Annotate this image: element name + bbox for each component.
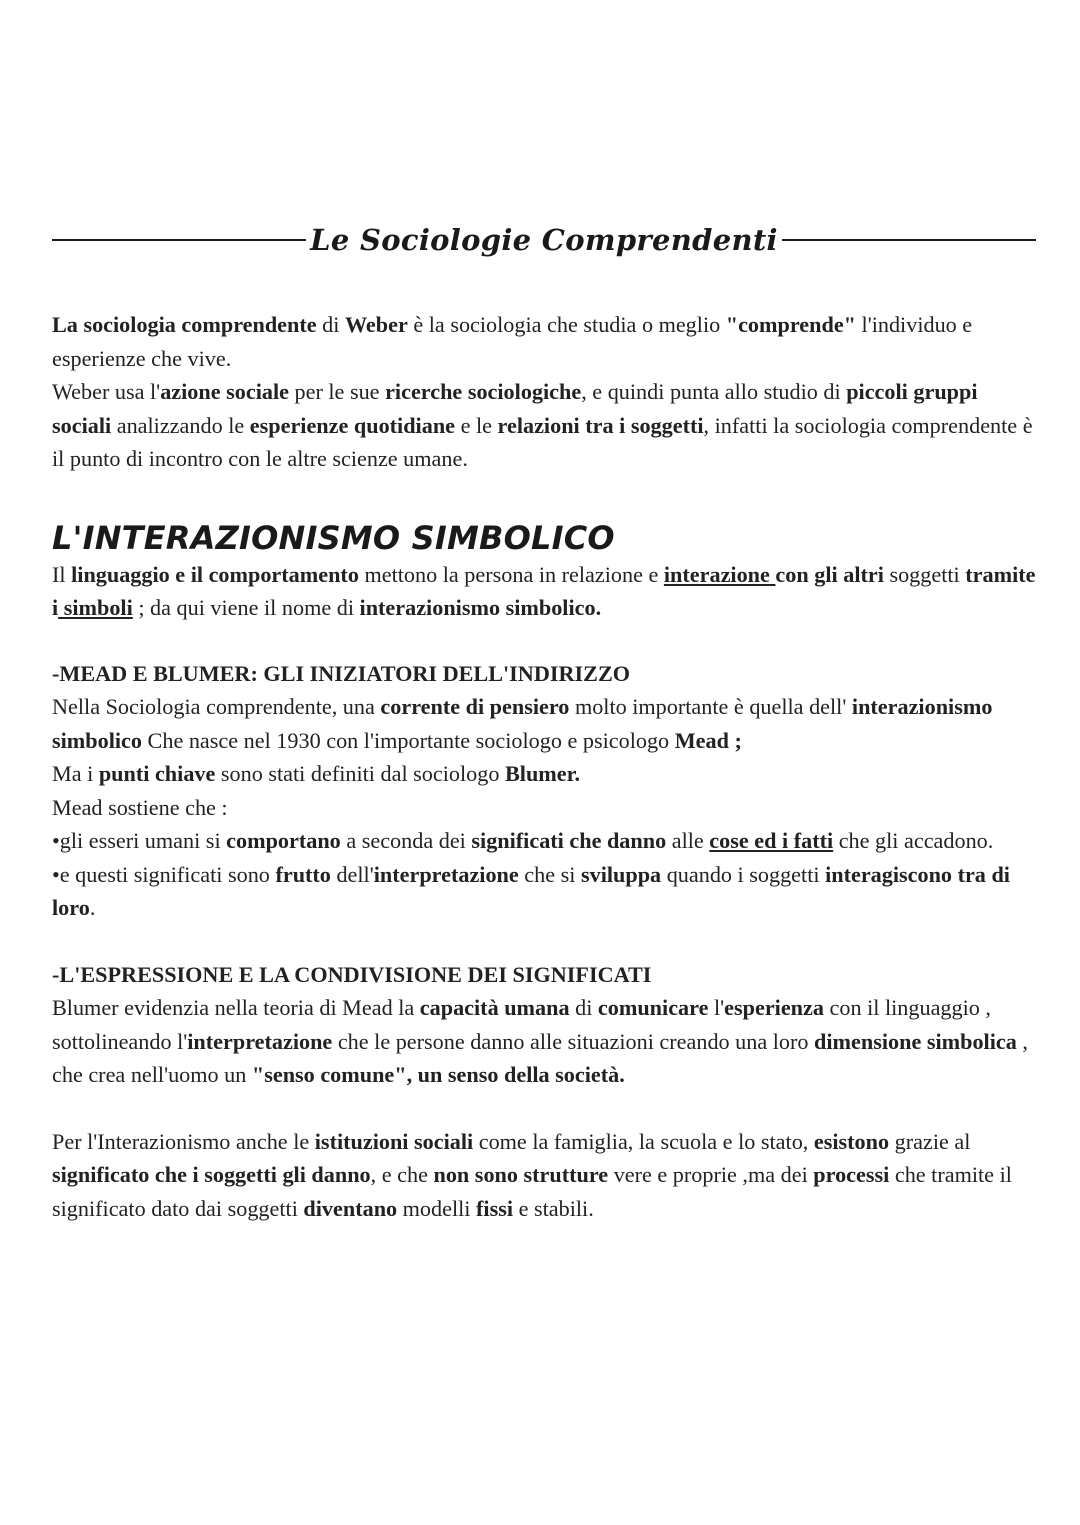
bold-text: interazionismo simbolico <box>52 694 993 753</box>
bold-text: dimensione simbolica <box>814 1028 1017 1054</box>
bold-text: frutto <box>275 861 331 887</box>
text-run: Weber usa l' <box>52 379 161 404</box>
text-run: •e questi significati sono <box>52 861 276 887</box>
bold-text: fissi <box>476 1195 514 1221</box>
bold-text: esistono <box>813 1128 890 1154</box>
espressione-paragraph-2 <box>52 1125 1037 1226</box>
title-rule-right <box>782 239 1036 241</box>
bold-text: punti chiave <box>98 761 216 786</box>
bold-text: esperienze quotidiane <box>249 412 456 438</box>
bold-text: simboli <box>58 595 133 620</box>
bold-text: processi <box>813 1162 890 1187</box>
bold-text: azione sociale <box>160 379 289 404</box>
text-run: e stabili. <box>513 1195 594 1221</box>
text-run: •gli esseri umani si <box>52 828 227 853</box>
text-run: con il linguaggio , sottolineando l' <box>52 995 991 1054</box>
bold-text: relazioni tra i soggetti <box>497 412 704 438</box>
text-run: ; da qui viene il nome di <box>132 595 360 620</box>
bold-text: Blumer. <box>505 761 580 786</box>
bold-text: con gli altri <box>775 561 884 587</box>
text-run: sono stati definiti dal sociologo <box>215 761 505 786</box>
mead-paragraph-3 <box>52 791 1037 825</box>
bold-text: sviluppa <box>580 861 662 887</box>
mead-bullet-2 <box>52 858 1037 925</box>
bold-text: ricerche sociologiche <box>385 379 582 404</box>
bold-text: esperienza <box>724 995 824 1020</box>
bold-text: comportano <box>226 828 341 853</box>
text-run: è la sociologia che studia o meglio <box>407 312 726 337</box>
bold-text: istituzioni sociali <box>314 1128 474 1154</box>
bold-text: diventano <box>303 1195 398 1221</box>
subheading-espressione: -L'ESPRESSIONE E LA CONDIVISIONE DEI SIGNIFICATI <box>52 961 652 987</box>
text-run: soggetti <box>883 561 966 587</box>
intro-paragraph-1 <box>52 308 1037 375</box>
text-run: Blumer evidenzia nella teoria di Mead la <box>52 995 420 1020</box>
text-run: e le <box>455 412 498 438</box>
text-run: di <box>316 312 345 337</box>
text-run: come la famiglia, la scuola e lo stato, <box>473 1128 814 1154</box>
text-run: Che nasce nel 1930 con l'importante sociologo e psicologo <box>142 727 675 753</box>
text-run: grazie al <box>889 1128 971 1154</box>
text-run: Ma i <box>52 761 99 786</box>
text-run: Nella Sociologia comprendente, una <box>52 694 381 719</box>
text-run: a seconda dei <box>340 828 472 853</box>
interazionismo-paragraph <box>52 558 1037 625</box>
bold-text: piccoli gruppi sociali <box>52 379 978 438</box>
bold-text: significato che i soggetti gli danno <box>52 1162 371 1187</box>
mead-bullet-1 <box>52 824 1037 858</box>
text-run: alle <box>666 828 710 853</box>
subheading-mead-blumer: -MEAD E BLUMER: GLI INIZIATORI DELL'INDIRIZZO <box>52 660 631 686</box>
text-run: . <box>89 895 96 920</box>
bold-text: interpretazione <box>373 861 519 887</box>
bold-text: cose ed i fatti <box>709 828 834 853</box>
document-body <box>52 308 1037 1225</box>
bold-text: "comprende" <box>725 312 856 337</box>
text-run: mettono la persona in relazione e <box>358 561 664 587</box>
text-run: che gli accadono. <box>833 828 994 853</box>
text-run: Per l'Interazionismo anche le <box>52 1128 315 1154</box>
text-run: di <box>569 995 598 1020</box>
bold-text: comunicare <box>597 995 709 1020</box>
bold-text: Weber <box>344 312 408 337</box>
text-run: Mead sostiene che : <box>52 794 228 820</box>
page-title: Le Sociologie Comprendenti <box>310 223 778 257</box>
text-run: modelli <box>397 1195 477 1221</box>
text-run: l' <box>708 995 725 1020</box>
text-run: l'individuo e esperienze che vive. <box>52 312 973 371</box>
section-heading-interazionismo: L'INTERAZIONISMO SIMBOLICO <box>52 518 615 557</box>
bold-text: "senso comune", un senso della società. <box>251 1062 625 1087</box>
text-run: Il <box>52 561 72 587</box>
bold-text: tramite i <box>52 561 1036 620</box>
bold-text: interpretazione <box>187 1028 333 1054</box>
intro-paragraph-2 <box>52 375 1037 476</box>
bold-text: interazione <box>663 561 776 587</box>
bold-text: linguaggio e il comportamento <box>71 561 359 587</box>
title-row <box>52 212 1036 268</box>
bold-text: significati che danno <box>471 828 667 853</box>
bold-text: interagiscono tra di loro <box>52 861 1010 920</box>
text-run: analizzando le <box>111 412 250 438</box>
text-run: per le sue <box>288 379 386 404</box>
mead-paragraph-1 <box>52 690 1037 757</box>
text-run: molto importante è quella dell' <box>569 694 852 719</box>
bold-text: La sociologia comprendente <box>52 312 317 337</box>
text-run: , infatti la sociologia comprendente è il punto di incontro con le altre scienze umane. <box>52 412 1033 471</box>
bold-text: Mead ; <box>674 727 742 753</box>
mead-paragraph-2 <box>52 757 1037 791</box>
bold-text: interazionismo simbolico. <box>359 595 602 620</box>
text-run: , e che <box>370 1162 434 1187</box>
text-run: vere e proprie ,ma dei <box>608 1162 814 1187</box>
text-run: quando i soggetti <box>661 861 826 887</box>
text-run: , e quindi punta allo studio di <box>581 379 847 404</box>
bold-text: corrente di pensiero <box>380 694 570 719</box>
text-run: che le persone danno alle situazioni creando una loro <box>332 1028 815 1054</box>
text-run: che tramite il significato dato dai soggetti <box>52 1162 1012 1221</box>
espressione-paragraph-1 <box>52 991 1037 1092</box>
text-run: dell' <box>330 861 374 887</box>
bold-text: non sono strutture <box>433 1162 609 1187</box>
title-rule-left <box>52 239 306 241</box>
bold-text: capacità umana <box>419 995 570 1020</box>
text-run: , che crea nell'uomo un <box>52 1028 1028 1087</box>
text-run: che si <box>518 861 581 887</box>
